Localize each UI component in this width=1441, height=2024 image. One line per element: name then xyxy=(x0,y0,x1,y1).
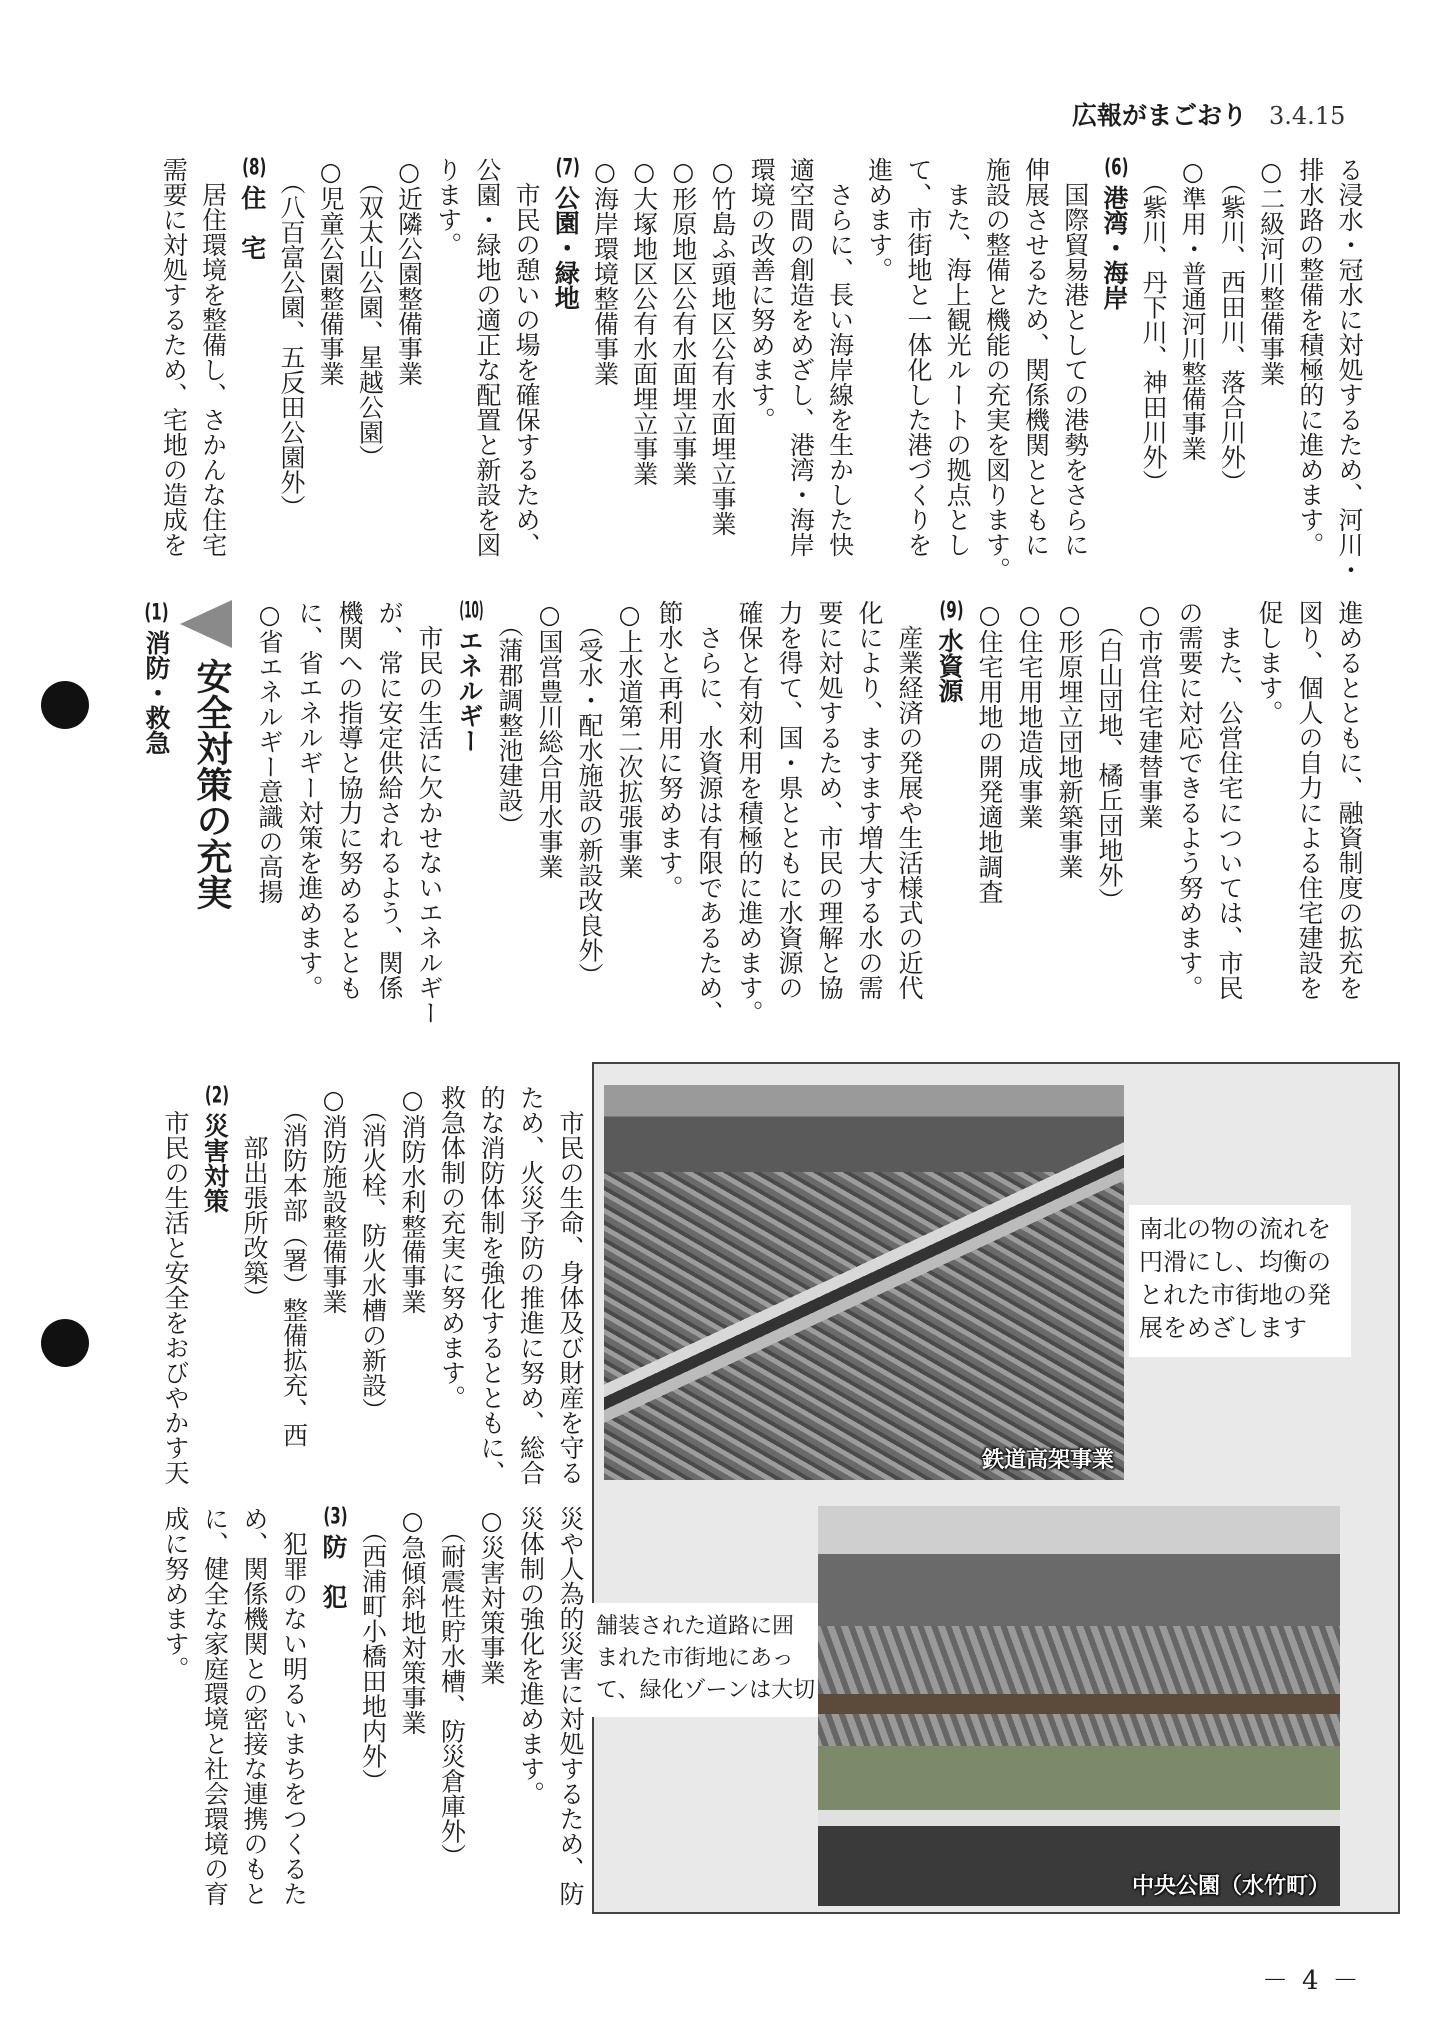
line-text: 進めます。 xyxy=(864,157,894,282)
text-line xyxy=(735,157,777,597)
line-text: ○消防施設整備事業 xyxy=(319,1085,348,1314)
heading-number: (10) xyxy=(459,600,484,622)
text-line xyxy=(1009,157,1051,597)
line-text: （紫川、西田川、落合川外） xyxy=(1217,157,1247,495)
section-heading xyxy=(188,1085,228,1505)
line-text: に、省エネルギー対策を進めます。 xyxy=(295,600,324,1000)
photo-central-park xyxy=(818,1506,1340,1906)
line-text: さらに、長い海岸線を生かした快 xyxy=(825,157,855,557)
text-line xyxy=(188,1506,228,1926)
line-text: 要に対処するため、市民の理解と協 xyxy=(815,600,844,1000)
text-line xyxy=(147,157,189,597)
text-line xyxy=(1284,157,1323,597)
line-text: 国際貿易港としての港勢をさらに xyxy=(1060,157,1090,557)
text-line xyxy=(346,1506,386,1926)
text-line xyxy=(422,157,461,597)
line-text: 進めるとともに、融資制度の拡充を xyxy=(1335,600,1364,1000)
line-text: 化により、ますます増大する水の需 xyxy=(855,600,884,1000)
line-text: ○住宅用地造成事業 xyxy=(1015,600,1044,829)
text-line xyxy=(267,1085,307,1505)
line-text: 産業経済の発展や生活様式の近代 xyxy=(895,600,924,1000)
line-text: 災や人為的災害に対処するため、防 xyxy=(556,1506,585,1906)
text-line xyxy=(265,157,304,597)
text-block-lower-a xyxy=(149,1085,584,1505)
text-line xyxy=(1042,600,1082,1040)
binder-hole-icon xyxy=(41,681,89,729)
line-text: 環境の改善に努めます。 xyxy=(747,157,777,432)
text-block-top xyxy=(147,157,1362,597)
text-line xyxy=(504,1085,544,1505)
text-line xyxy=(1122,600,1162,1040)
heading-text: 住 宅 xyxy=(237,185,267,260)
line-text: ○準用・普通河川整備事業 xyxy=(1178,157,1208,461)
text-line xyxy=(522,600,562,1040)
text-line xyxy=(813,157,855,597)
line-text: 適空間の創造をめざし、港湾・海岸 xyxy=(786,157,816,557)
heading-text: 公園・緑地 xyxy=(551,185,581,310)
text-line xyxy=(682,600,722,1040)
page-header xyxy=(1072,96,1345,132)
text-line xyxy=(1082,600,1122,1040)
line-text: ○災害対策事業 xyxy=(477,1506,506,1685)
text-line xyxy=(402,600,442,1040)
heading-text: 防 犯 xyxy=(319,1534,348,1609)
caption-line: 南北の物の流れを xyxy=(1139,1215,1331,1243)
line-text: （受水・配水施設の新設改良外） xyxy=(575,600,604,988)
text-line xyxy=(722,600,762,1040)
line-text: 節水と再利用に努めます。 xyxy=(655,600,684,900)
line-text: ○大塚地区公有水面埋立事業 xyxy=(629,157,659,486)
text-line xyxy=(892,157,931,597)
text-line xyxy=(228,1085,268,1505)
line-text: に、健全な家庭環境と社会環境の育 xyxy=(200,1506,230,1906)
line-text: 施設の整備と機能の充実を図ります。 xyxy=(982,157,1012,582)
text-line xyxy=(1205,157,1247,597)
text-line xyxy=(1127,157,1169,597)
line-text: 需要に対処するため、宅地の造成を xyxy=(159,157,189,557)
line-text: が、常に安定供給されるよう、関係 xyxy=(375,600,404,1000)
page-number: －4－ xyxy=(1262,1966,1373,1996)
text-line xyxy=(1322,600,1362,1040)
photo-label: 中央公園（水竹町） xyxy=(1131,1874,1330,1899)
text-line xyxy=(504,1506,544,1926)
caption-line: 展をめざします xyxy=(1139,1314,1307,1342)
line-text: （白山団地、橘丘団地外） xyxy=(1095,600,1124,913)
line-text: 伸展させるため、関係機関とともに xyxy=(1021,157,1051,557)
text-line xyxy=(500,157,542,597)
text-line xyxy=(1242,600,1282,1040)
line-text: ○急傾斜地対策事業 xyxy=(398,1506,427,1735)
publication-title: 広報がまごおり xyxy=(1072,101,1248,130)
line-text: 排水路の整備を積極的に進めます。 xyxy=(1295,157,1325,557)
text-block-lower-b xyxy=(149,1506,584,1926)
line-text: 犯罪のない明るいまちをつくるた xyxy=(279,1506,309,1906)
line-text: 市民の憩いの場を確保するため、 xyxy=(512,157,542,557)
text-line xyxy=(544,1506,584,1926)
line-text: ○海岸環境整備事業 xyxy=(590,157,620,386)
text-line xyxy=(617,157,659,597)
text-line xyxy=(853,157,892,597)
line-text: 的な消防体制を強化するとともに、 xyxy=(477,1085,506,1485)
text-line xyxy=(482,600,522,1040)
line-text: 市民の生活と安全をおびやかす天 xyxy=(161,1085,190,1485)
line-text: 力を得て、国・県とともに水資源の xyxy=(775,600,804,1000)
text-line xyxy=(642,600,682,1040)
caption-line: とれた市街地の発 xyxy=(1139,1281,1331,1309)
line-text: る浸水・冠水に対処するため、河川・ xyxy=(1335,157,1364,582)
text-line xyxy=(386,1085,426,1505)
text-line xyxy=(544,1085,584,1505)
line-text: ○形原埋立団地新築事業 xyxy=(1055,600,1084,879)
section-heading xyxy=(922,600,962,1040)
line-text: （西浦町小橋田地内外） xyxy=(358,1506,388,1794)
heading-number: (7) xyxy=(555,157,580,179)
text-line xyxy=(1162,600,1202,1040)
line-text: 確保と有効利用を積極的に進めます。 xyxy=(735,600,764,1025)
line-text: 成に努めます。 xyxy=(161,1506,190,1681)
text-line xyxy=(774,157,816,597)
line-text: ○形原地区公有水面埋立事業 xyxy=(668,157,698,486)
photo-caption xyxy=(586,1603,818,1717)
photo-railway-aerial xyxy=(604,1085,1124,1480)
text-line xyxy=(149,1506,189,1926)
line-text: 促します。 xyxy=(1255,600,1284,725)
issue-date: 3.4.15 xyxy=(1269,102,1346,130)
text-line xyxy=(465,1085,505,1505)
text-line xyxy=(882,600,922,1040)
text-line xyxy=(1002,600,1042,1040)
heading-text: 水資源 xyxy=(935,628,964,703)
line-text: ○上水道第二次拡張事業 xyxy=(615,600,644,879)
line-text: 災体制の強化を進めます。 xyxy=(516,1506,546,1806)
line-text: ります。 xyxy=(433,157,463,257)
text-line xyxy=(425,1085,465,1505)
text-block-middle xyxy=(242,600,1362,1040)
line-text: （蒲郡調整池建設） xyxy=(495,600,524,838)
heading-text: エネルギー xyxy=(455,628,484,753)
binder-hole-icon xyxy=(41,1319,89,1367)
section-heading xyxy=(307,1506,347,1926)
photo-caption xyxy=(1129,1205,1351,1357)
section-heading xyxy=(1088,157,1127,597)
text-line xyxy=(282,600,322,1040)
heading-text: 港湾・海岸 xyxy=(1099,185,1129,310)
text-line xyxy=(346,1085,386,1505)
text-line xyxy=(465,1506,505,1926)
heading-number: (8) xyxy=(242,157,267,179)
text-line xyxy=(970,157,1012,597)
text-line xyxy=(307,1085,347,1505)
line-text: ○住宅用地の開発適地調査 xyxy=(975,600,1004,904)
line-text: ○竹島ふ頭地区公有水面埋立事業 xyxy=(708,157,737,536)
text-line xyxy=(343,157,385,597)
line-text: の需要に対応できるよう努めます。 xyxy=(1175,600,1204,1000)
heading-number: (9) xyxy=(939,600,964,622)
text-line xyxy=(228,1506,268,1926)
section-heading xyxy=(442,600,482,1040)
line-text: 公園・緑地の適正な配置と新設を図 xyxy=(472,157,502,557)
line-text: 市民の生活に欠かせないエネルギー xyxy=(415,600,444,1025)
text-line xyxy=(382,157,424,597)
text-line xyxy=(322,600,362,1040)
heading-text: 災害対策 xyxy=(200,1113,230,1213)
section-title: 安全対策の充実 xyxy=(191,658,232,910)
text-line xyxy=(562,600,602,1040)
line-text: 部出張所改築） xyxy=(240,1085,269,1310)
line-text: また、公営住宅については、市民 xyxy=(1215,600,1244,1000)
subsection-number: (1) xyxy=(144,602,169,624)
text-line xyxy=(242,600,282,1040)
line-text: （双太山公園、星越公園） xyxy=(355,157,385,470)
text-line xyxy=(578,157,620,597)
line-text: ○二級河川整備事業 xyxy=(1256,157,1286,386)
heading-number: (2) xyxy=(204,1085,230,1107)
caption-line: 舗装された道路に囲 xyxy=(596,1614,795,1639)
line-text: ○国営豊川総合用水事業 xyxy=(535,600,564,879)
line-text: ため、火災予防の推進に努め、総合 xyxy=(516,1085,546,1485)
text-line xyxy=(186,157,228,597)
line-text: ○省エネルギー意識の高揚 xyxy=(255,600,284,904)
line-text: て、市街地と一体化した港づくりを xyxy=(903,157,933,557)
text-line xyxy=(149,1085,189,1505)
text-line xyxy=(386,1506,426,1926)
text-line xyxy=(842,600,882,1040)
section-heading xyxy=(539,157,581,597)
line-text: 図り、個人の自力による住宅建設を xyxy=(1295,600,1324,1000)
text-line xyxy=(362,600,402,1040)
line-text: ○消防水利整備事業 xyxy=(398,1085,427,1314)
line-text: 居住環境を整備し、さかんな住宅 xyxy=(198,157,228,557)
caption-line: まれた市街地にあっ xyxy=(596,1646,794,1671)
text-line xyxy=(1282,600,1322,1040)
text-line xyxy=(1166,157,1208,597)
text-line xyxy=(1323,157,1362,597)
text-line xyxy=(931,157,973,597)
text-line xyxy=(802,600,842,1040)
subsection-title: 消防・救急 xyxy=(142,630,171,755)
line-text: （八百富公園、五反田公園外） xyxy=(276,157,306,520)
line-text: め、関係機関との密接な連携のもと xyxy=(240,1506,269,1906)
line-text: ○市営住宅建替事業 xyxy=(1135,600,1164,829)
text-line xyxy=(602,600,642,1040)
text-line xyxy=(762,600,802,1040)
heading-number: (6) xyxy=(1104,157,1129,179)
line-text: 市民の生命、身体及び財産を守る xyxy=(556,1085,585,1485)
line-text: （紫川、丹下川、神田川外） xyxy=(1139,157,1169,495)
text-line xyxy=(304,157,346,597)
line-text: さらに、水資源は有限であるため、 xyxy=(695,600,724,1025)
heading-number: (3) xyxy=(323,1506,348,1528)
line-text: ○近隣公園整備事業 xyxy=(394,157,424,386)
text-line xyxy=(1202,600,1242,1040)
text-line xyxy=(461,157,500,597)
line-text: 機関への指導と協力に努めるととも xyxy=(335,600,364,1000)
caption-line: 円滑にし、均衡の xyxy=(1139,1248,1331,1276)
text-line xyxy=(1244,157,1286,597)
line-text: 救急体制の充実に努めます。 xyxy=(437,1085,467,1410)
caption-line: て、緑化ゾーンは大切 xyxy=(596,1678,816,1703)
line-text: （消火栓、防火水槽の新設） xyxy=(358,1085,388,1423)
text-line xyxy=(657,157,696,597)
photo-label: 鉄道高架事業 xyxy=(981,1448,1114,1473)
line-text: （耐震性貯水槽、防災倉庫外） xyxy=(437,1506,467,1869)
text-line xyxy=(696,157,735,597)
text-line xyxy=(267,1506,307,1926)
subsection-heading xyxy=(138,602,174,755)
section-heading xyxy=(226,157,265,597)
text-line xyxy=(1049,157,1088,597)
line-text: （消防本部（署）整備拡充、西 xyxy=(279,1085,309,1448)
line-text: ○児童公園整備事業 xyxy=(316,157,346,386)
left-triangle-icon xyxy=(180,600,232,648)
text-line xyxy=(425,1506,465,1926)
line-text: また、海上観光ルートの拠点とし xyxy=(943,157,973,557)
text-line xyxy=(962,600,1002,1040)
